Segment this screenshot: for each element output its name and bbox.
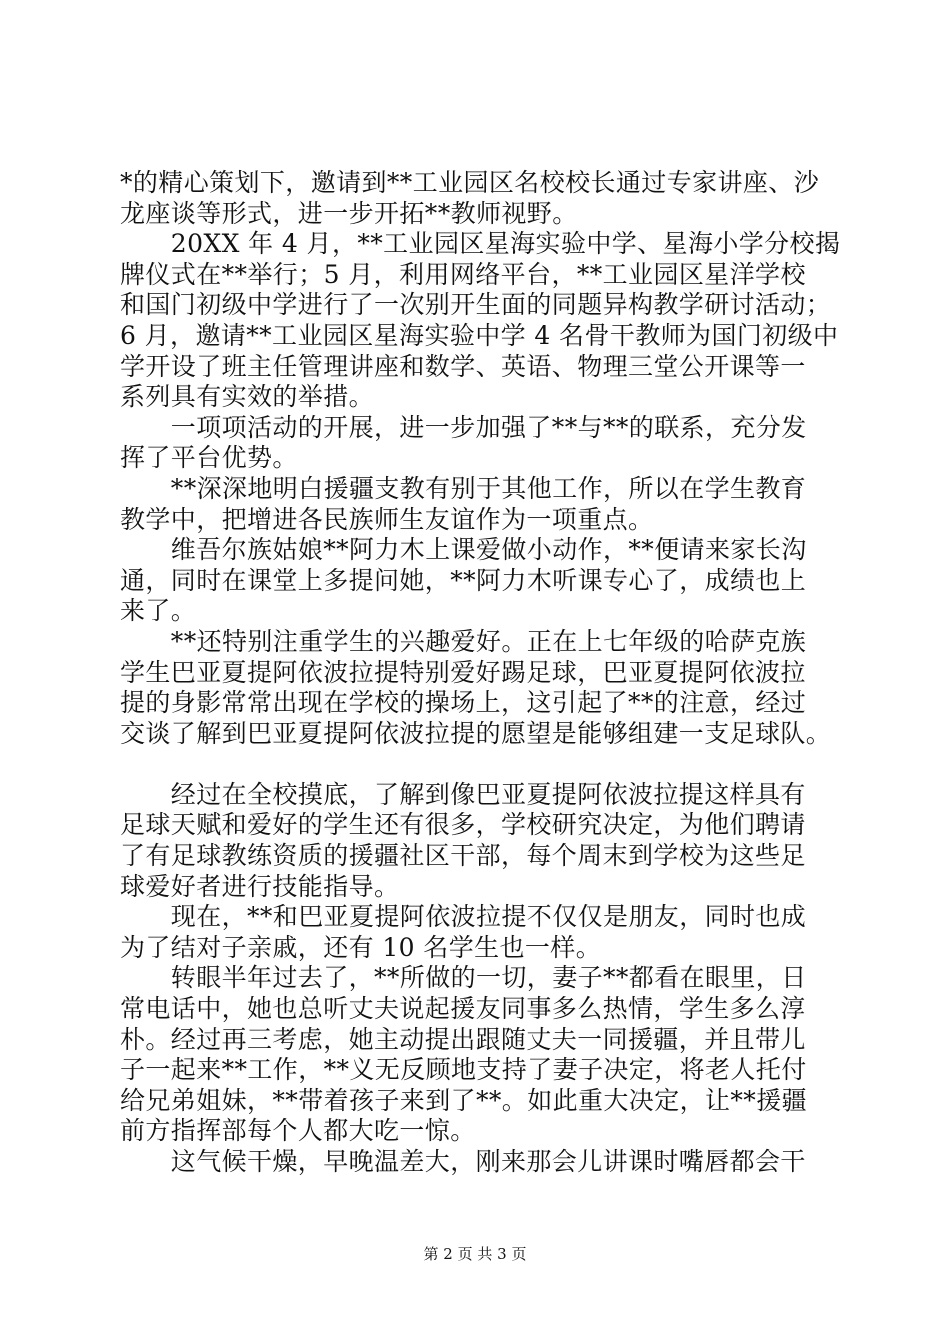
text-line: 通，同时在课堂上多提问她，**阿力木听课专心了，成绩也上 <box>120 565 807 595</box>
text-line: 交谈了解到巴亚夏提阿依波拉提的愿望是能够组建一支足球队。 <box>120 718 832 748</box>
text-line: 学生巴亚夏提阿依波拉提特别爱好踢足球，巴亚夏提阿依波拉 <box>120 657 806 687</box>
text-line: 系列具有实效的举措。 <box>120 382 375 412</box>
text-line: 常电话中，她也总听丈夫说起援友同事多么热情，学生多么淳 <box>120 994 806 1024</box>
text-line: 6 月，邀请**工业园区星海实验中学 4 名骨干教师为国门初级中 <box>120 320 839 350</box>
text-line: 经过在全校摸底，了解到像巴亚夏提阿依波拉提这样具有 <box>120 779 806 809</box>
paragraph-gap <box>120 749 840 780</box>
text-line: 球爱好者进行技能指导。 <box>120 871 400 901</box>
text-line: 20XX 年 4 月，**工业园区星海实验中学、星海小学分校揭 <box>120 229 841 259</box>
text-line: 维吾尔族姑娘**阿力木上课爱做小动作，**便请来家长沟 <box>120 535 807 565</box>
text-line: 子一起来**工作，**义无反顾地支持了妻子决定，将老人托付 <box>120 1055 807 1085</box>
text-line: **还特别注重学生的兴趣爱好。正在上七年级的哈萨克族 <box>120 626 807 656</box>
text-line: 给兄弟姐妹，**带着孩子来到了**。如此重大决定，让**援疆 <box>120 1085 808 1115</box>
text-line: 现在，**和巴亚夏提阿依波拉提不仅仅是朋友，同时也成 <box>120 902 807 932</box>
page-number-footer: 第 2 页 共 3 页 <box>423 1245 527 1263</box>
text-line: 前方指挥部每个人都大吃一惊。 <box>120 1116 476 1146</box>
text-line: 一项项活动的开展，进一步加强了**与**的联系，充分发 <box>120 412 807 442</box>
body-text <box>120 168 840 1178</box>
text-line: 为了结对子亲戚，还有 10 名学生也一样。 <box>120 932 602 962</box>
text-line: 来了。 <box>120 596 197 626</box>
text-line: 教学中，把增进各民族师生友谊作为一项重点。 <box>120 504 654 534</box>
text-line: 龙座谈等形式，进一步开拓**教师视野。 <box>120 198 578 228</box>
text-line: 和国门初级中学进行了一次别开生面的同题异构教学研讨活动； <box>120 290 832 320</box>
text-line: 这气候干燥，早晚温差大，刚来那会儿讲课时嘴唇都会干 <box>120 1147 806 1176</box>
text-line: 足球天赋和爱好的学生还有很多，学校研究决定，为他们聘请 <box>120 810 806 840</box>
text-line: 朴。经过再三考虑，她主动提出跟随丈夫一同援疆，并且带儿 <box>120 1024 806 1054</box>
text-line: 转眼半年过去了，**所做的一切，妻子**都看在眼里，日 <box>120 963 807 993</box>
text-line: **深深地明白援疆支教有别于其他工作，所以在学生教育 <box>120 473 807 503</box>
text-line: 学开设了班主任管理讲座和数学、英语、物理三堂公开课等一 <box>120 351 806 381</box>
text-line: 提的身影常常出现在学校的操场上，这引起了**的注意，经过 <box>120 688 807 718</box>
text-line: 了有足球教练资质的援疆社区干部，每个周末到学校为这些足 <box>120 841 806 871</box>
text-line: 牌仪式在**举行；5 月，利用网络平台，**工业园区星洋学校 <box>120 259 806 289</box>
text-line: *的精心策划下，邀请到**工业园区名校校长通过专家讲座、沙 <box>120 168 820 197</box>
text-line: 挥了平台优势。 <box>120 443 298 473</box>
